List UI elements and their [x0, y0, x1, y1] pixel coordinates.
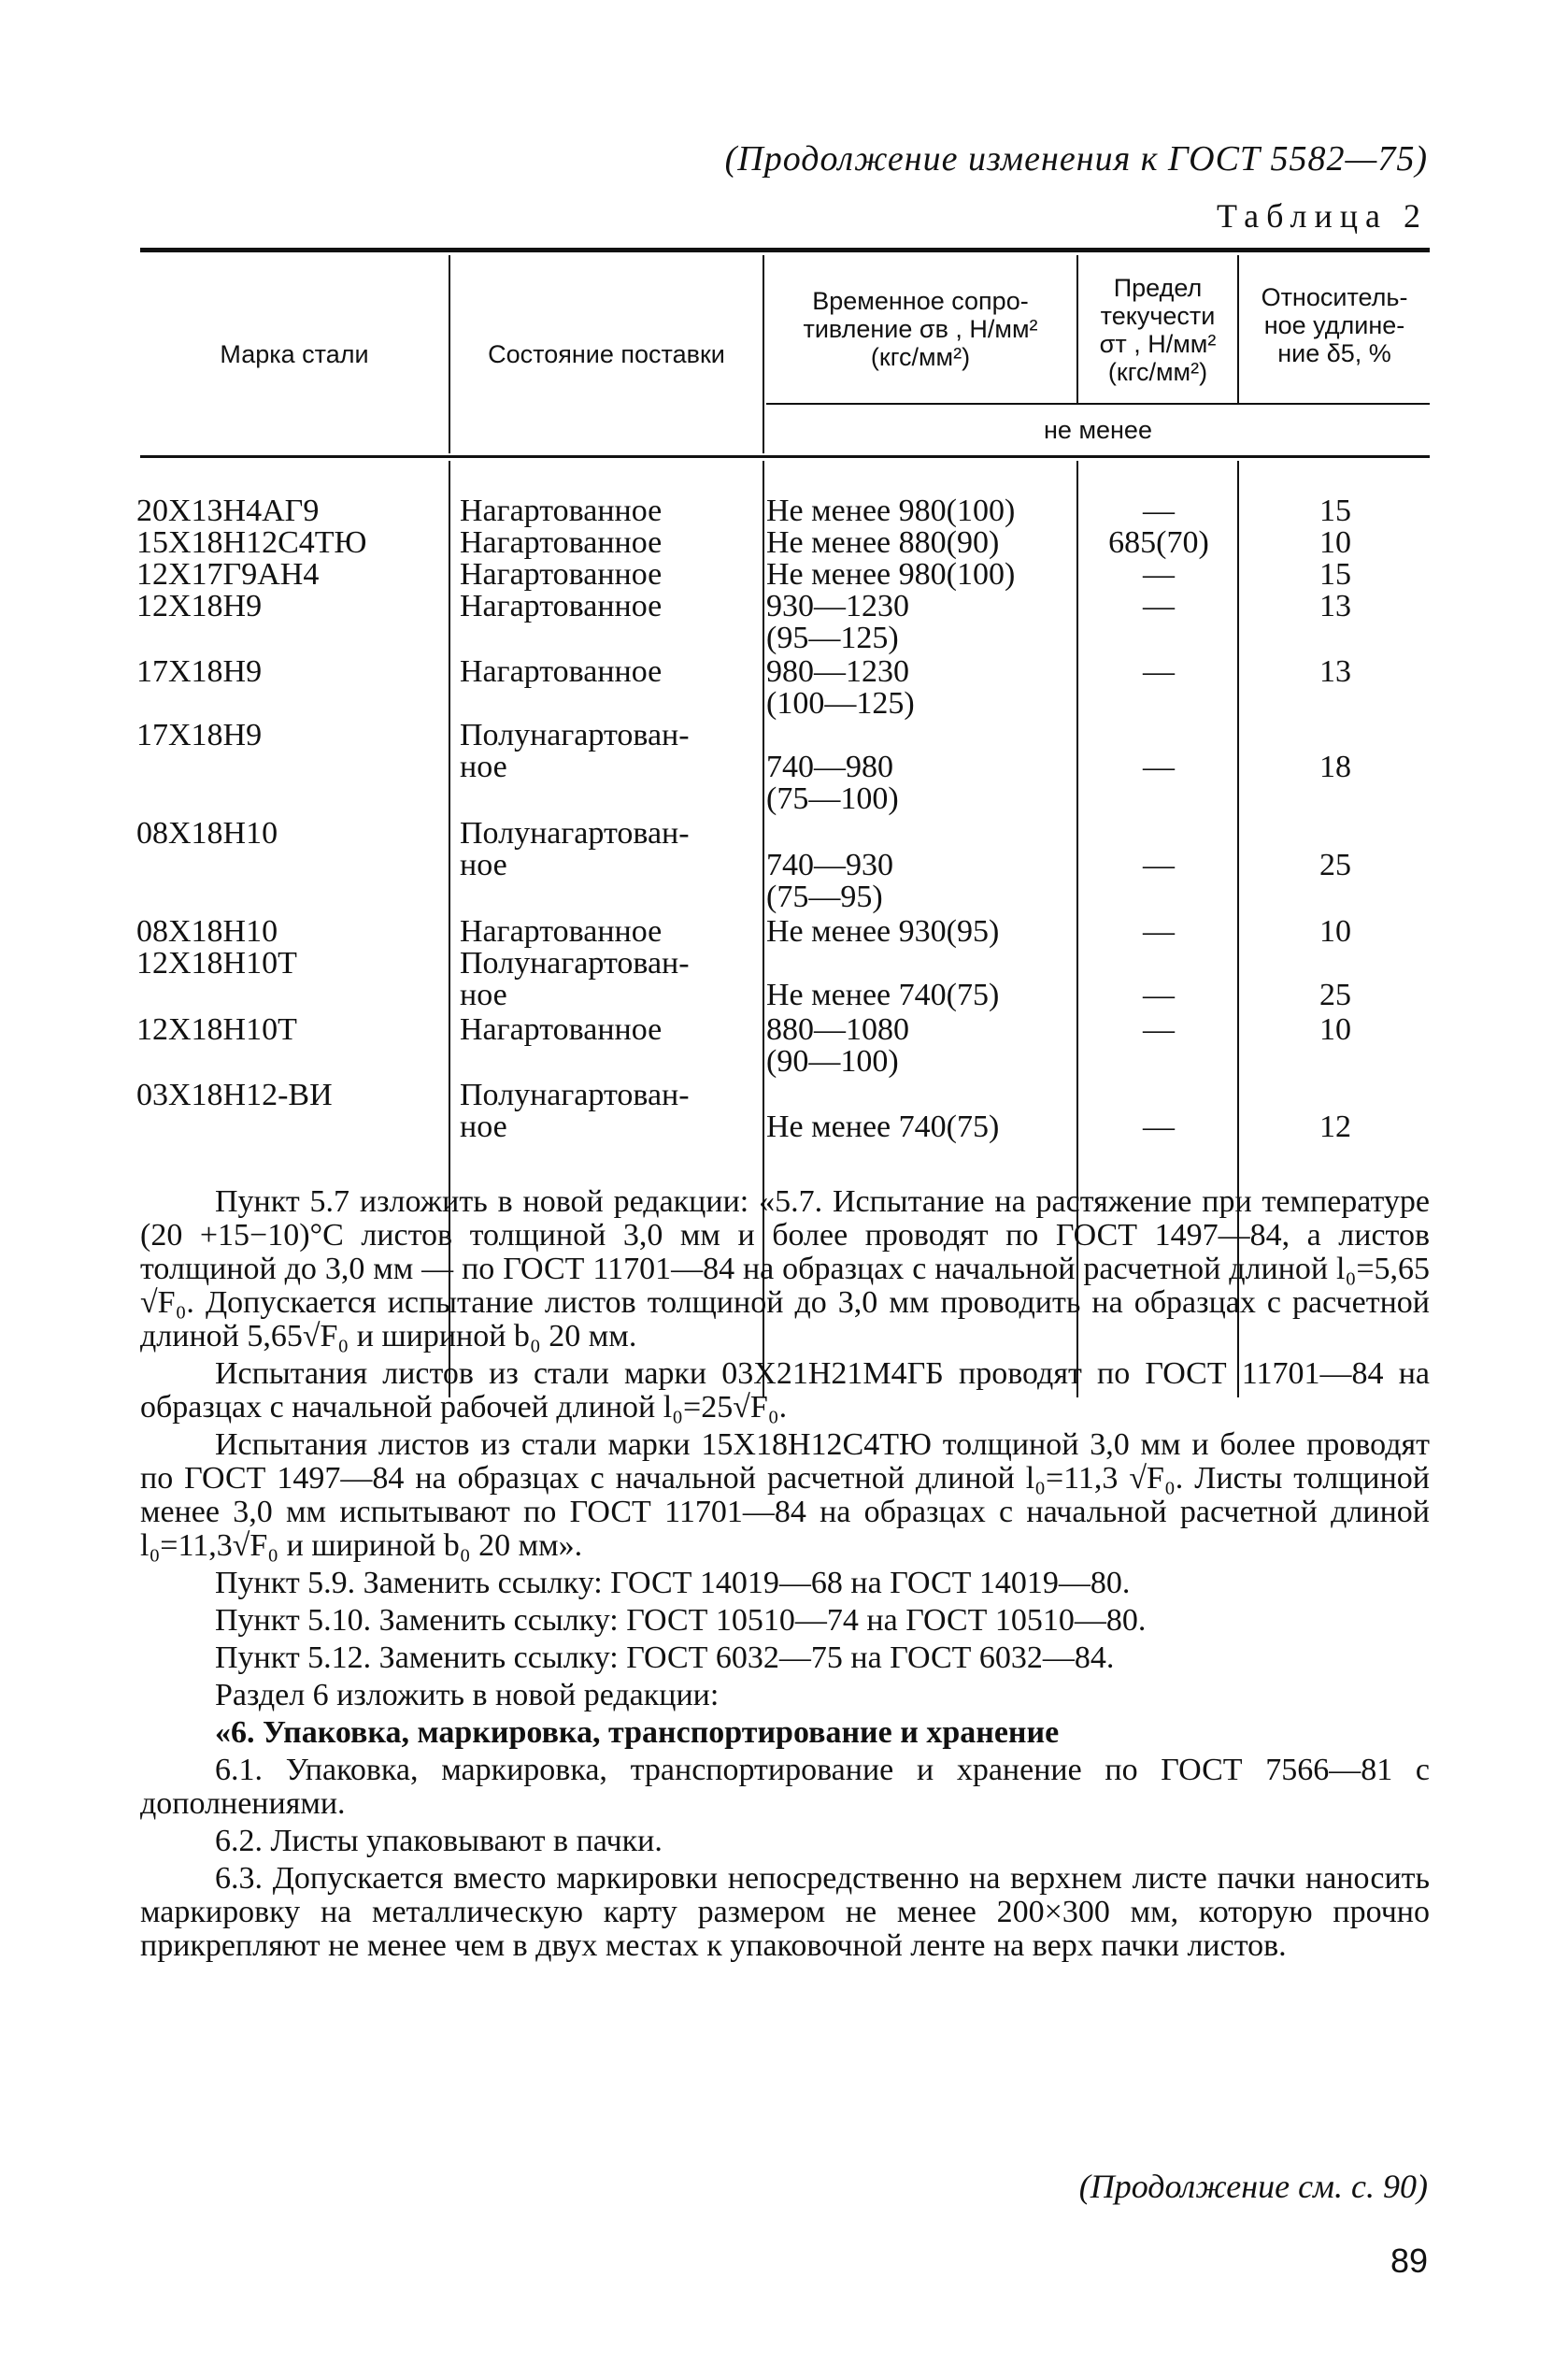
paragraph: 6.3. Допускается вместо маркировки непосредственно на верхнем листе пачки наносить маркировку на металлическую карту размером не менее 200×300 мм, которую прочно прикрепляют не менее чем в двух местах к упаковочной ленте на верх пачки листов. — [140, 1861, 1430, 1963]
cell-elongation: 15 — [1319, 557, 1351, 592]
cell-yield: 685(70) — [1108, 525, 1209, 560]
cell-state: Нагартованное — [460, 494, 663, 528]
paragraph: Пункт 5.9. Заменить ссылку: ГОСТ 14019—68 на ГОСТ 14019—80. — [215, 1566, 1131, 1600]
cell-grade: 17Х18Н9 — [136, 654, 263, 689]
cell-yield: — — [1143, 848, 1175, 882]
paragraph: Пункт 5.7 изложить в новой редакции: «5.7. Испытание на растяжение при температуре (20 +15−10)°С листов толщиной 3,0 мм и более проводят по ГОСТ 1497—84, а листов толщиной до 3,0 мм — по ГОСТ 11701—84 на образцах с начальной расчетной длиной l₀=5,65 √F₀. Допускается испытание листов толщиной до 3,0 мм проводить на образцах с расчетной длиной 5,65√F₀ и шириной b₀ 20 мм. — [140, 1184, 1430, 1353]
cell-tensile: Не менее 980(100) — [766, 557, 1016, 592]
cell-elongation: 15 — [1319, 494, 1351, 528]
cell-tensile: Не менее 930(95) — [766, 914, 1000, 949]
cell-tensile: Не менее 980(100) — [766, 494, 1016, 528]
cell-elongation: 10 — [1319, 914, 1351, 949]
cell-elongation: 12 — [1319, 1110, 1351, 1144]
cell-state: Нагартованное — [460, 557, 663, 592]
cell-tensile: 740—930 (75—95) — [766, 848, 893, 914]
header-elongation: Относитель- ное удлине- ние δ5, % — [1261, 283, 1408, 367]
cell-tensile: Не менее 880(90) — [766, 525, 1000, 560]
cell-elongation: 25 — [1319, 978, 1351, 1012]
cell-yield: — — [1143, 750, 1175, 784]
paragraph: Раздел 6 изложить в новой редакции: — [215, 1678, 720, 1712]
cell-yield: — — [1143, 654, 1175, 689]
paragraph: Пункт 5.10. Заменить ссылку: ГОСТ 10510—74 на ГОСТ 10510—80. — [215, 1603, 1147, 1638]
cell-state: Нагартованное — [460, 525, 663, 560]
cell-yield: — — [1143, 978, 1175, 1012]
cell-tensile: 930—1230 (95—125) — [766, 589, 909, 655]
header-yield: Предел текучести σт , Н/мм² (кгс/мм²) — [1099, 274, 1217, 386]
cell-tensile: 980—1230 (100—125) — [766, 654, 915, 721]
cell-tensile: Не менее 740(75) — [766, 978, 1000, 1012]
paragraph: Пункт 5.12. Заменить ссылку: ГОСТ 6032—75 на ГОСТ 6032—84. — [215, 1640, 1115, 1675]
cell-state: Полунагартован- ное — [460, 816, 690, 882]
cell-state: Нагартованное — [460, 589, 663, 623]
continuation-header: (Продолжение изменения к ГОСТ 5582—75) — [724, 139, 1428, 179]
cell-yield: — — [1143, 557, 1175, 592]
paragraph: Испытания листов из стали марки 15Х18Н12С4ТЮ толщиной 3,0 мм и более проводят по ГОСТ 1497—84 на образцах с начальной расчетной длиной l₀=11,3 √F₀. Листы толщиной менее 3,0 мм испытывают по ГОСТ 11701—84 на образцах с начальной расчетной длиной l₀=11,3√F₀ и шириной b₀ 20 мм». — [140, 1427, 1430, 1563]
table-top-rule — [140, 248, 1430, 252]
cell-state: Нагартованное — [460, 654, 663, 689]
cell-tensile: Не менее 740(75) — [766, 1110, 1000, 1144]
cell-yield: — — [1143, 494, 1175, 528]
cell-grade: 12Х18Н10Т — [136, 1012, 297, 1047]
cell-yield: — — [1143, 1110, 1175, 1144]
continuation-footer: (Продолжение см. с. 90) — [1078, 2168, 1428, 2205]
paragraph: 6.2. Листы упаковывают в пачки. — [215, 1824, 663, 1858]
section-heading: «6. Упаковка, маркировка, транспортирование и хранение — [215, 1715, 1060, 1750]
header-state: Состояние поставки — [488, 340, 725, 368]
header-tensile: Временное сопро- тивление σв , Н/мм² (кгс/мм²) — [803, 287, 1038, 371]
cell-grade: 03Х18Н12-ВИ — [136, 1078, 333, 1112]
cell-state: Полунагартован- ное — [460, 718, 690, 784]
cell-state: Нагартованное — [460, 1012, 663, 1047]
cell-state: Полунагартован- ное — [460, 1078, 690, 1144]
cell-state: Полунагартован- ное — [460, 946, 690, 1012]
header-grade: Марка стали — [220, 340, 369, 368]
cell-elongation: 25 — [1319, 848, 1351, 882]
cell-tensile: 880—1080 (90—100) — [766, 1012, 909, 1079]
cell-grade: 12Х18Н10Т — [136, 946, 297, 981]
cell-elongation: 13 — [1319, 654, 1351, 689]
cell-grade: 15Х18Н12С4ТЮ — [136, 525, 367, 560]
cell-grade: 12Х18Н9 — [136, 589, 263, 623]
cell-grade: 08Х18Н10 — [136, 914, 278, 949]
cell-tensile: 740—980 (75—100) — [766, 750, 899, 816]
body-text — [140, 1185, 1430, 1967]
header-min-note: не менее — [1044, 416, 1152, 444]
cell-yield: — — [1143, 1012, 1175, 1047]
cell-yield: — — [1143, 589, 1175, 623]
table-caption: Таблица 2 — [1217, 197, 1428, 235]
cell-grade: 12Х17Г9АН4 — [136, 557, 320, 592]
cell-grade: 08Х18Н10 — [136, 816, 278, 851]
page-number: 89 — [1390, 2241, 1428, 2280]
cell-elongation: 10 — [1319, 1012, 1351, 1047]
paragraph: Испытания листов из стали марки 03Х21Н21М4ГБ проводят по ГОСТ 11701—84 на образцах с начальной рабочей длиной l₀=25√F₀. — [140, 1356, 1430, 1425]
cell-elongation: 18 — [1319, 750, 1351, 784]
cell-state: Нагартованное — [460, 914, 663, 949]
cell-elongation: 10 — [1319, 525, 1351, 560]
paragraph: 6.1. Упаковка, маркировка, транспортирование и хранение по ГОСТ 7566—81 с дополнениями. — [140, 1753, 1430, 1821]
cell-grade: 17Х18Н9 — [136, 718, 263, 752]
cell-grade: 20Х13Н4АГ9 — [136, 494, 320, 528]
cell-elongation: 13 — [1319, 589, 1351, 623]
cell-yield: — — [1143, 914, 1175, 949]
header-bottom-rule — [140, 455, 1430, 458]
